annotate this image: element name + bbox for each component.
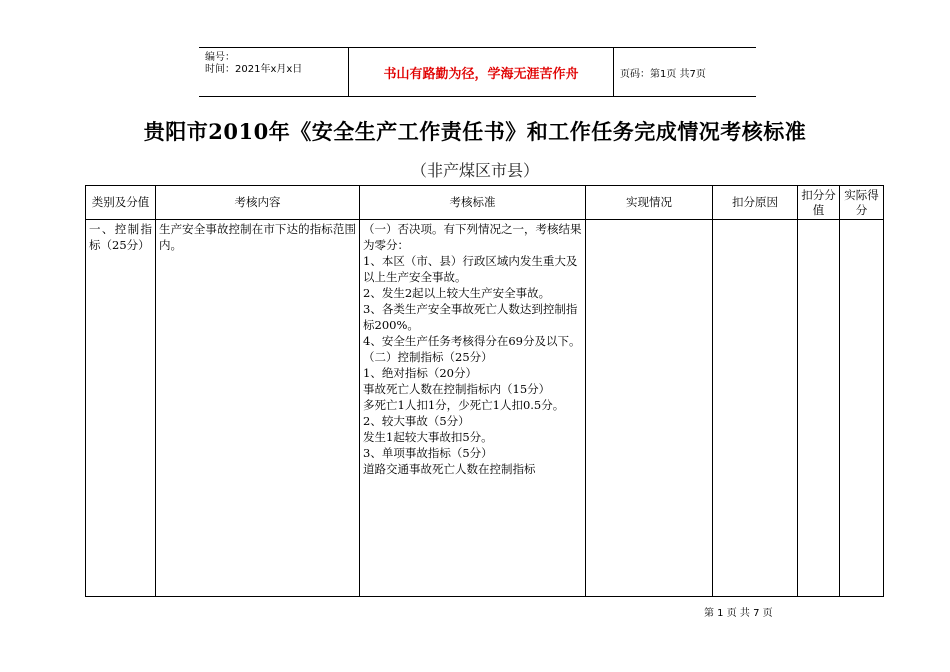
- header-category: 类别及分值: [86, 186, 156, 220]
- header-content: 考核内容: [156, 186, 360, 220]
- standard-line: 道路交通事故死亡人数在控制指标: [363, 462, 536, 476]
- cell-standard: [360, 220, 586, 597]
- standard-line: 2、较大事故（5分）: [363, 414, 470, 428]
- standard-line: 1、绝对指标（20分）: [363, 366, 477, 380]
- standard-line: 3、各类生产安全事故死亡人数达到控制指标200%。: [363, 302, 578, 332]
- table-header-row: [86, 186, 884, 220]
- document-title: 贵阳市2010年《安全生产工作责任书》和工作任务完成情况考核标准: [143, 119, 807, 144]
- standard-line: 多死亡1人扣1分，少死亡1人扣0.5分。: [363, 398, 565, 412]
- standard-line: 发生1起较大事故扣5分。: [363, 430, 493, 444]
- page-footer: 第 1 页 共 7 页: [704, 608, 773, 619]
- standard-line: （一）否决项。有下列情况之一，考核结果为零分：: [363, 222, 582, 252]
- assessment-table: [85, 185, 884, 597]
- document-subtitle: （非产煤区市县）: [410, 161, 539, 180]
- header-meta: [199, 48, 348, 96]
- header-standard: 考核标准: [360, 186, 586, 220]
- standard-line: 1、本区（市、县）行政区域内发生重大及以上生产安全事故。: [363, 254, 578, 284]
- standard-line: 4、安全生产任务考核得分在69分及以下。: [363, 334, 581, 348]
- header-realization: 实现情况: [586, 186, 713, 220]
- standard-line: 2、发生2起以上较大生产安全事故。: [363, 286, 551, 300]
- cell-actual-score: [840, 220, 884, 597]
- table-row: [86, 220, 884, 597]
- cell-deduction-reason: [713, 220, 798, 597]
- header-deduction-reason: 扣分原因: [713, 186, 798, 220]
- header-page-label: 页码：第1页 共7页: [620, 68, 706, 80]
- cell-category: 一、控制指标（25分）: [86, 220, 156, 597]
- standard-line: （二）控制指标（25分）: [363, 350, 493, 364]
- header-actual-score: 实际得分: [840, 186, 884, 220]
- number-label: 编号：: [205, 52, 235, 63]
- time-label: 时间：2021年x月x日: [205, 64, 303, 75]
- cell-deduction-score: [798, 220, 840, 597]
- header-motto: 书山有路勤为径，学海无涯苦作舟: [348, 48, 614, 96]
- standard-line: 3、单项事故指标（5分）: [363, 446, 493, 460]
- cell-content: 生产安全事故控制在市下达的指标范围内。: [156, 220, 360, 597]
- document-header: [199, 47, 756, 97]
- standard-line: 事故死亡人数在控制指标内（15分）: [363, 382, 551, 396]
- header-deduction-score: 扣分分值: [798, 186, 840, 220]
- cell-realization: [586, 220, 713, 597]
